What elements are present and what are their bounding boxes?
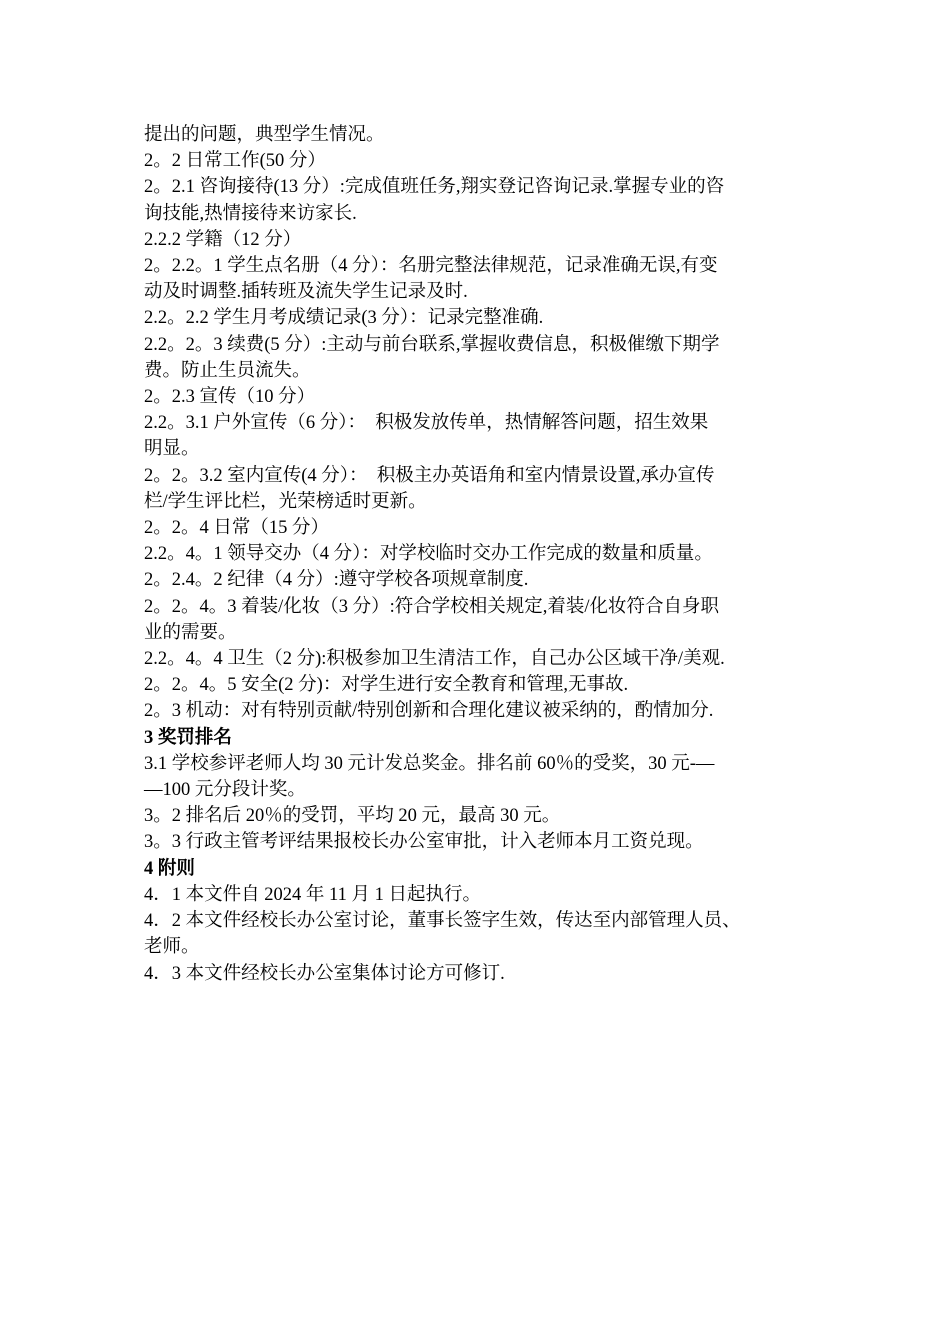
text-line: 2。3 机动：对有特别贡献/特别创新和合理化建议被采纳的，酌情加分. <box>144 701 714 722</box>
text-line: 2。2。4。3 着装/化妆（3 分）:符合学校相关规定,着装/化妆符合自身职 <box>144 596 720 617</box>
text-line: 2.2。2.2 学生月考成绩记录(3 分）：记录完整准确. <box>144 308 544 329</box>
text-line: 4．3 本文件经校长办公室集体讨论方可修订. <box>144 963 505 984</box>
section-heading: 4 附则 <box>144 858 195 879</box>
text-line: 业的需要。 <box>144 622 237 643</box>
document-body <box>144 122 856 987</box>
text-line: 2。2 日常工作(50 分） <box>144 151 326 172</box>
text-line: 2.2。3.1 户外宣传（6 分）： 积极发放传单，热情解答问题，招生效果 <box>144 413 709 434</box>
text-line: 4．2 本文件经校长办公室讨论，董事长签字生效，传达至内部管理人员、 <box>144 911 741 932</box>
text-line: 2.2。4。4 卫生（2 分):积极参加卫生清洁工作，自己办公区域干净/美观. <box>144 649 725 670</box>
text-line: 2。2.4。2 纪律（4 分）:遵守学校各项规章制度. <box>144 570 529 591</box>
text-line: 费。防止生员流失。 <box>144 360 311 381</box>
text-line: 2。2.2。1 学生点名册（4 分）：名册完整法律规范，记录准确无误,有变 <box>144 256 718 277</box>
text-line: 2。2。3.2 室内宣传(4 分）： 积极主办英语角和室内情景设置,承办宣传 <box>144 465 715 486</box>
section-heading: 3 奖罚排名 <box>144 727 232 748</box>
text-line: 2。2.3 宣传（10 分） <box>144 387 316 408</box>
text-line: 栏/学生评比栏，光荣榜适时更新。 <box>144 491 427 512</box>
text-line: 动及时调整.插转班及流失学生记录及时. <box>144 282 468 303</box>
text-line: 2。2。4。5 安全(2 分)：对学生进行安全教育和管理,无事故. <box>144 675 629 696</box>
text-line: 2.2.2 学籍（12 分） <box>144 229 302 250</box>
text-line: 询技能,热情接待来访家长. <box>144 203 357 224</box>
text-line: 3.1 学校参评老师人均 30 元计发总奖金。排名前 60％的受奖，30 元-— <box>144 753 715 774</box>
text-line: 2.2。2。3 续费(5 分）:主动与前台联系,掌握收费信息，积极催缴下期学 <box>144 334 720 355</box>
text-line: 明显。 <box>144 439 200 460</box>
text-line: 2。2。4 日常（15 分） <box>144 518 330 539</box>
text-line: 提出的问题，典型学生情况。 <box>144 125 385 145</box>
text-line: —100 元分段计奖。 <box>144 780 306 801</box>
text-line: 2.2。4。1 领导交办（4 分）：对学校临时交办工作完成的数量和质量。 <box>144 544 713 565</box>
text-line: 2。2.1 咨询接待(13 分）:完成值班任务,翔实登记咨询记录.掌握专业的咨 <box>144 177 725 198</box>
text-line: 4．1 本文件自 2024 年 11 月 1 日起执行。 <box>144 884 481 905</box>
text-line: 3。3 行政主管考评结果报校长办公室审批，计入老师本月工资兑现。 <box>144 832 704 853</box>
text-line: 3。2 排名后 20％的受罚，平均 20 元，最高 30 元。 <box>144 806 561 827</box>
text-line: 老师。 <box>144 937 200 958</box>
